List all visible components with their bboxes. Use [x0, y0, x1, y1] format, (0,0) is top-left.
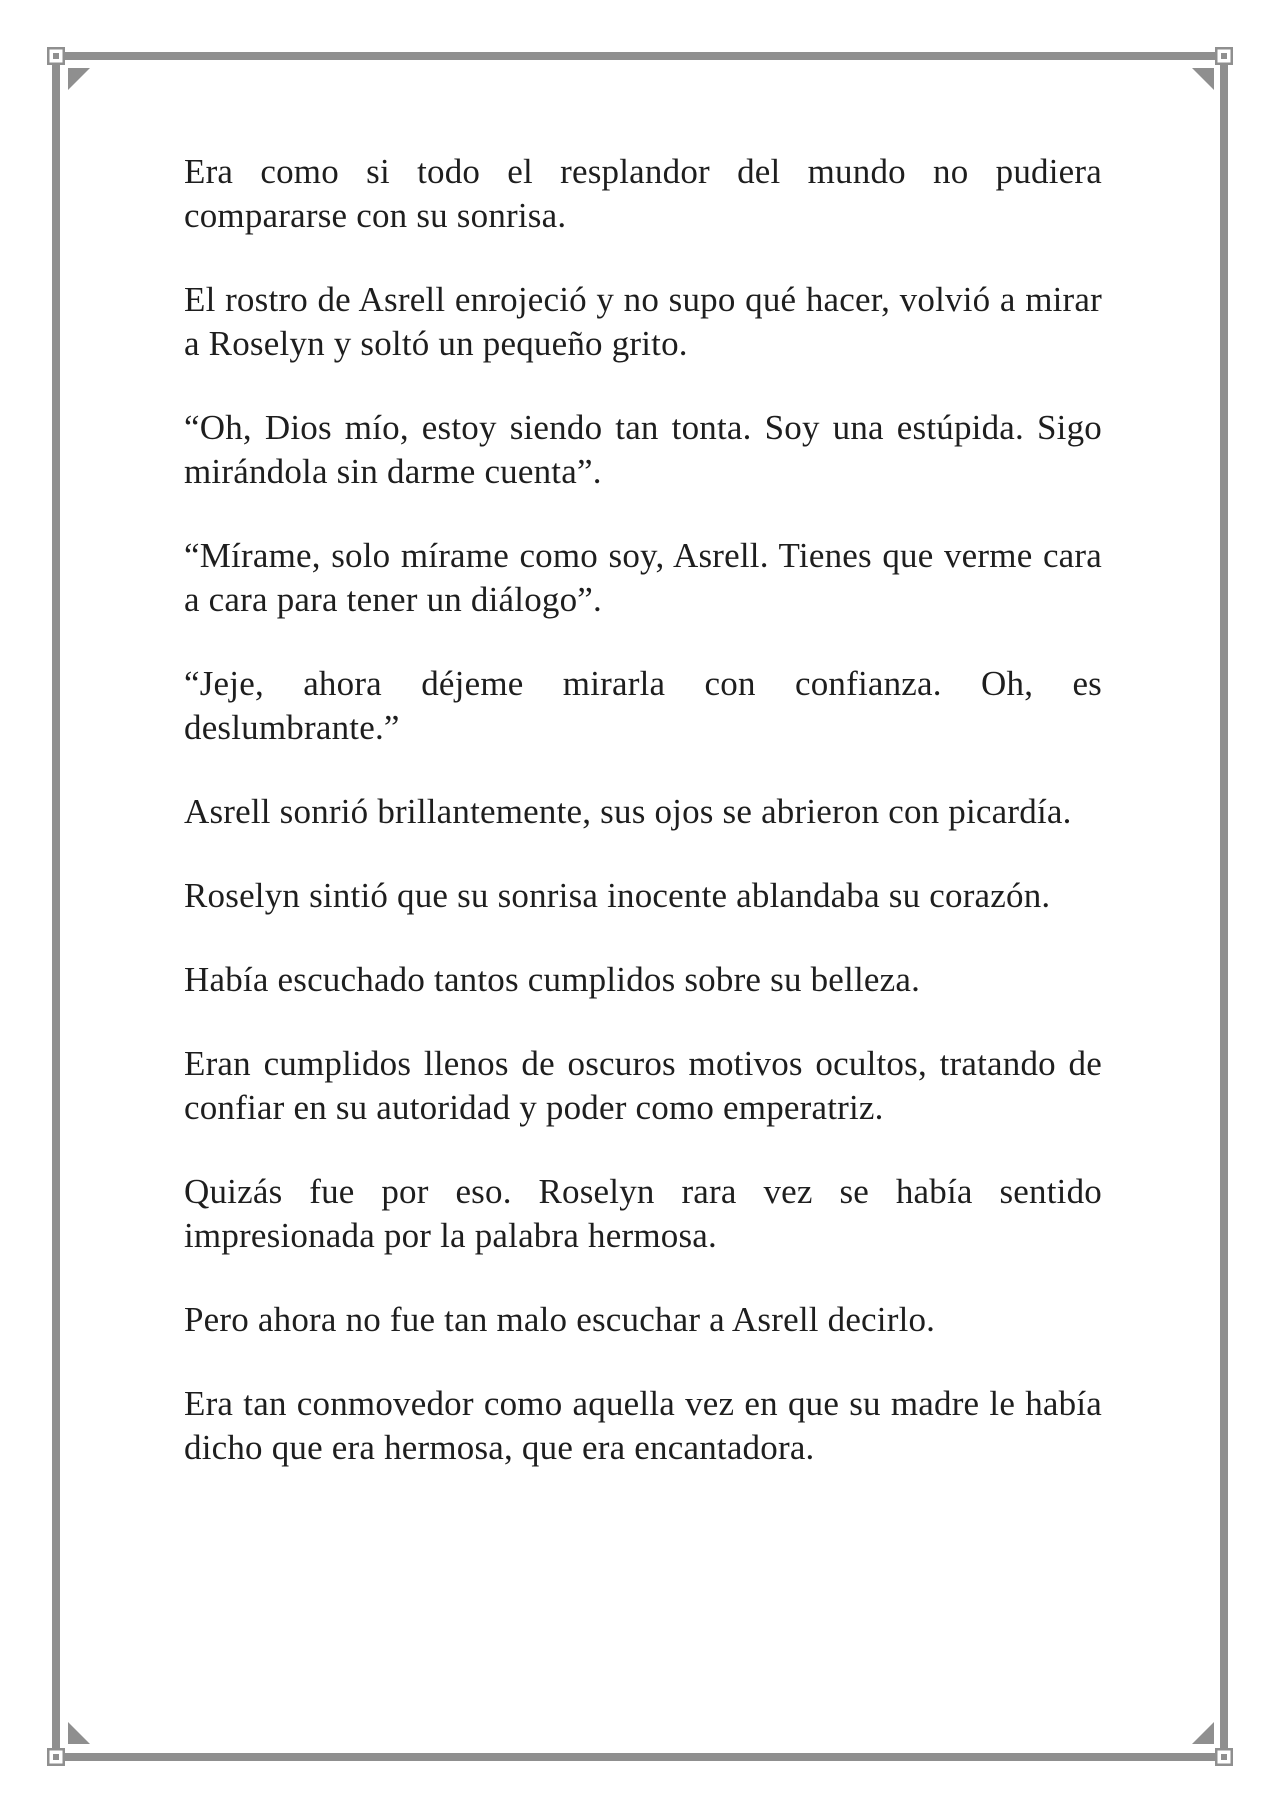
corner-triangle-top-right — [1192, 68, 1214, 90]
paragraph: Pero ahora no fue tan malo escuchar a Asrell decirlo. — [184, 1300, 936, 1339]
paragraph: Eran cumplidos llenos de oscuros motivos ocultos, tratando de confiar en su autoridad y poder como emperatriz. — [184, 1044, 1102, 1127]
paragraph: Asrell sonrió brillantemente, sus ojos se abrieron con picardía. — [184, 792, 1072, 831]
paragraph: Quizás fue por eso. Roselyn rara vez se había sentido impresionada por la palabra hermosa. — [184, 1172, 1102, 1255]
corner-triangle-bottom-right — [1192, 1722, 1214, 1744]
document-body — [184, 150, 1102, 1510]
corner-triangle-bottom-left — [68, 1722, 90, 1744]
corner-ornament-bottom-right — [1215, 1748, 1233, 1766]
frame-left-border — [52, 62, 60, 1752]
corner-ornament-top-right — [1215, 47, 1233, 65]
paragraph: El rostro de Asrell enrojeció y no supo qué hacer, volvió a mirar a Roselyn y soltó un pequeño grito. — [184, 280, 1102, 363]
paragraph: “Oh, Dios mío, estoy siendo tan tonta. Soy una estúpida. Sigo mirándola sin darme cuenta”. — [184, 408, 1102, 491]
paragraph: Había escuchado tantos cumplidos sobre su belleza. — [184, 960, 921, 999]
paragraph: Era como si todo el resplandor del mundo no pudiera compararse con su sonrisa. — [184, 152, 1102, 235]
corner-ornament-bottom-left — [47, 1748, 65, 1766]
frame-top-border — [62, 52, 1220, 60]
paragraph: Era tan conmovedor como aquella vez en que su madre le había dicho que era hermosa, que era encantadora. — [184, 1384, 1102, 1467]
corner-ornament-top-left — [47, 47, 65, 65]
frame-bottom-border — [62, 1753, 1220, 1761]
corner-triangle-top-left — [68, 68, 90, 90]
paragraph: Roselyn sintió que su sonrisa inocente ablandaba su corazón. — [184, 876, 1051, 915]
frame-right-border — [1220, 62, 1228, 1752]
paragraph: “Mírame, solo mírame como soy, Asrell. Tienes que verme cara a cara para tener un diálogo”. — [184, 536, 1102, 619]
paragraph: “Jeje, ahora déjeme mirarla con confianza. Oh, es deslumbrante.” — [184, 664, 1102, 747]
